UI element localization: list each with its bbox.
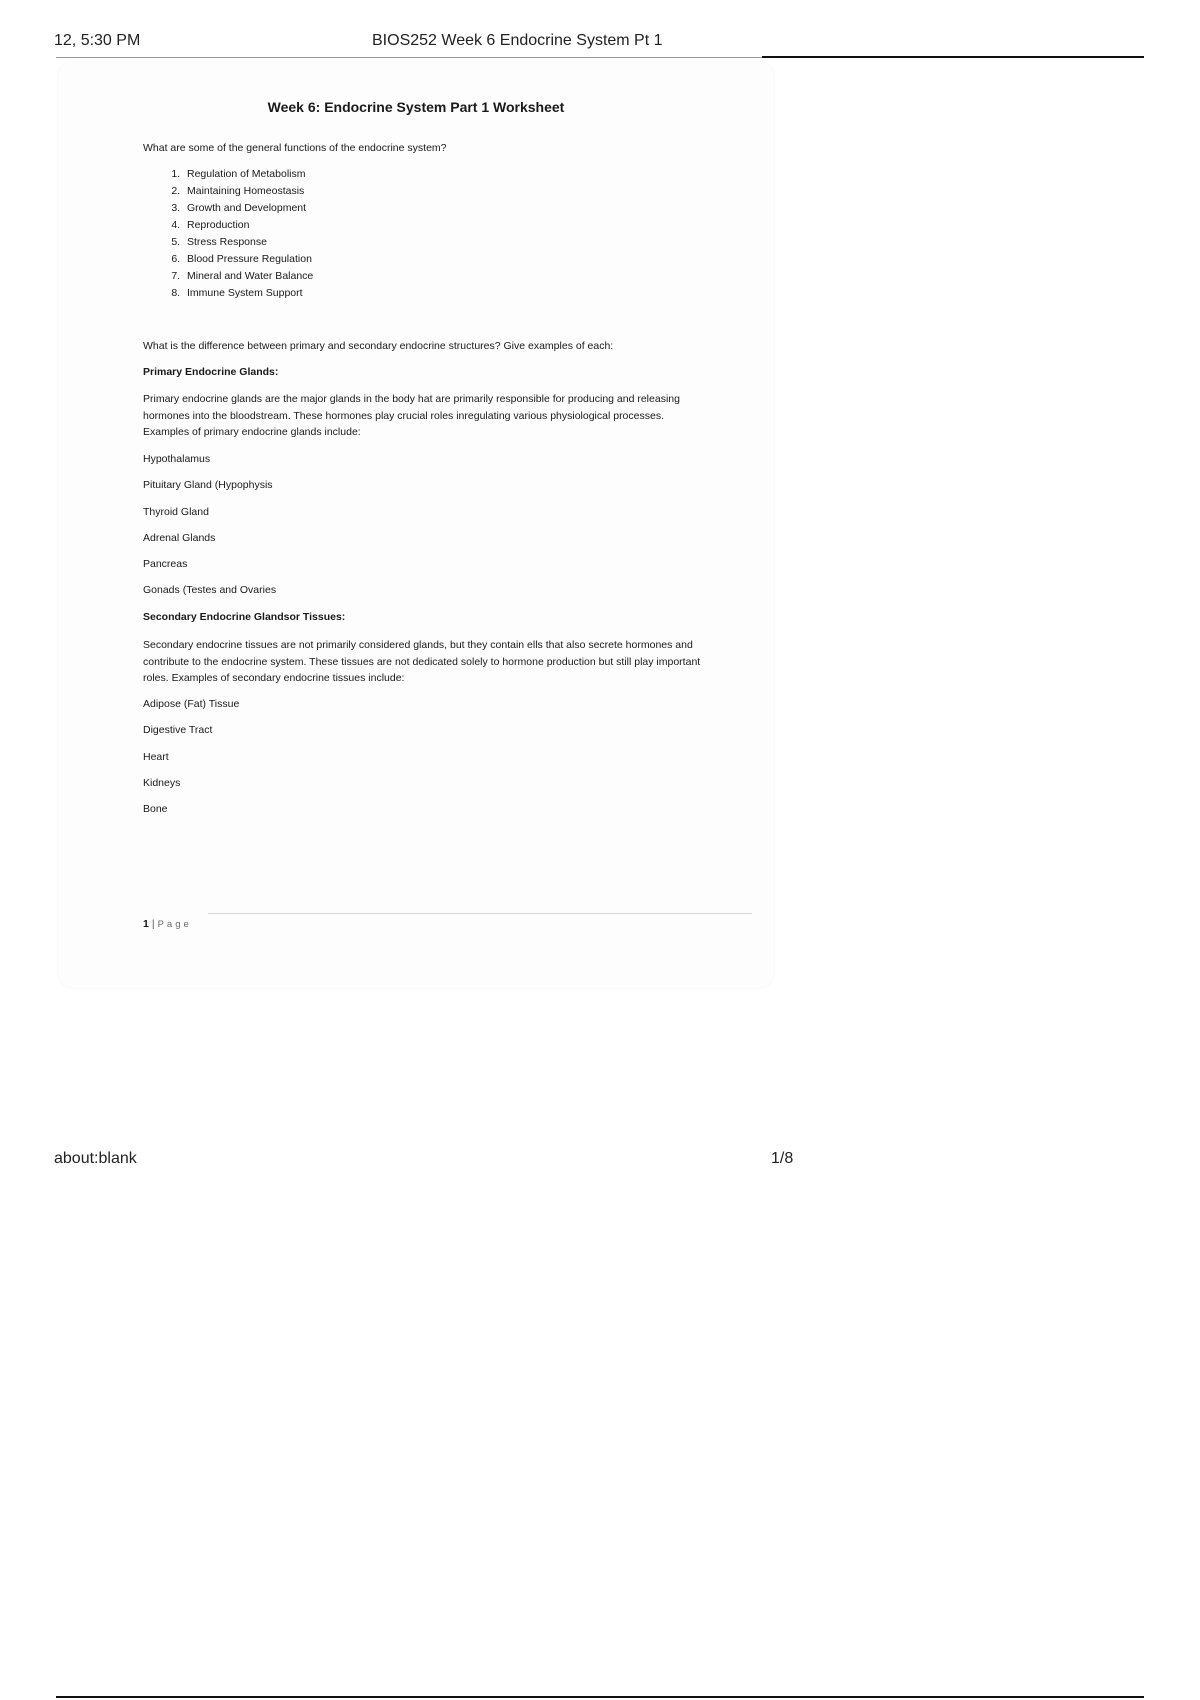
worksheet-page — [58, 62, 774, 988]
list-item: Adrenal Glands — [143, 531, 216, 544]
list-item: 5. Stress Response — [183, 234, 313, 251]
page-number-label: Page — [157, 919, 192, 930]
page-number-value: 1 — [143, 918, 149, 930]
header-rule-light — [56, 57, 776, 58]
print-page-count: 1/8 — [771, 1150, 794, 1167]
list-item: 4. Reproduction — [183, 217, 313, 234]
list-item: 3. Growth and Development — [183, 200, 313, 217]
print-time: 12, 5:30 PM — [54, 32, 141, 49]
worksheet-title: Week 6: Endocrine System Part 1 Worksheet — [267, 99, 565, 115]
list-item: Heart — [143, 750, 169, 763]
list-item: Kidneys — [143, 776, 181, 789]
print-header — [0, 0, 1200, 60]
list-item: Digestive Tract — [143, 724, 213, 737]
list-item: 6. Blood Pressure Regulation — [183, 251, 313, 268]
secondary-examples-list — [143, 696, 239, 827]
list-item: 7. Mineral and Water Balance — [183, 268, 313, 285]
list-item: Gonads (Testes and Ovaries — [143, 584, 277, 597]
page-footer-rule — [208, 913, 752, 914]
header-rule-dark — [762, 56, 1144, 58]
print-document-title: BIOS252 Week 6 Endocrine System Pt 1 — [372, 32, 663, 49]
primary-paragraph: Primary endocrine glands are the major glands in the body hat are primarily responsible for producing and releasing hormones into the bloodstream. These hormones play crucial roles inregulating various physiological processes. Examples of primary endocrine glands include: — [143, 393, 680, 438]
page-number-separator: | — [151, 918, 155, 930]
list-item: Adipose (Fat) Tissue — [143, 698, 240, 710]
page-number — [143, 918, 192, 930]
secondary-heading: Secondary Endocrine Glandsor Tissues: — [143, 611, 346, 623]
bottom-rule — [56, 1696, 1144, 1698]
question-general-functions: What are some of the general functions of the endocrine system? — [143, 142, 447, 154]
list-item: 2. Maintaining Homeostasis — [183, 183, 313, 200]
functions-list — [163, 166, 313, 302]
primary-examples-list — [143, 451, 276, 609]
list-item: 8. Immune System Support — [183, 285, 313, 302]
list-item: Thyroid Gland — [143, 505, 209, 518]
list-item: Pancreas — [143, 558, 188, 571]
worksheet-content — [58, 62, 774, 988]
list-item: Pituitary Gland (Hypophysis — [143, 479, 273, 492]
secondary-paragraph: Secondary endocrine tissues are not primarily considered glands, but they contain ells that also secrete hormones and contribute to the endocrine system. These tissues are not dedicated solely to hormone production but still play important roles. Examples of secondary endocrine tissues include: — [143, 639, 701, 684]
list-item: Hypothalamus — [143, 453, 211, 465]
question-primary-secondary: What is the difference between primary and secondary endocrine structures? Give examples of each: — [143, 340, 614, 352]
list-item: Bone — [143, 803, 168, 816]
print-url: about:blank — [54, 1150, 137, 1167]
primary-heading: Primary Endocrine Glands: — [143, 366, 279, 378]
list-item: 1. Regulation of Metabolism — [183, 166, 313, 183]
